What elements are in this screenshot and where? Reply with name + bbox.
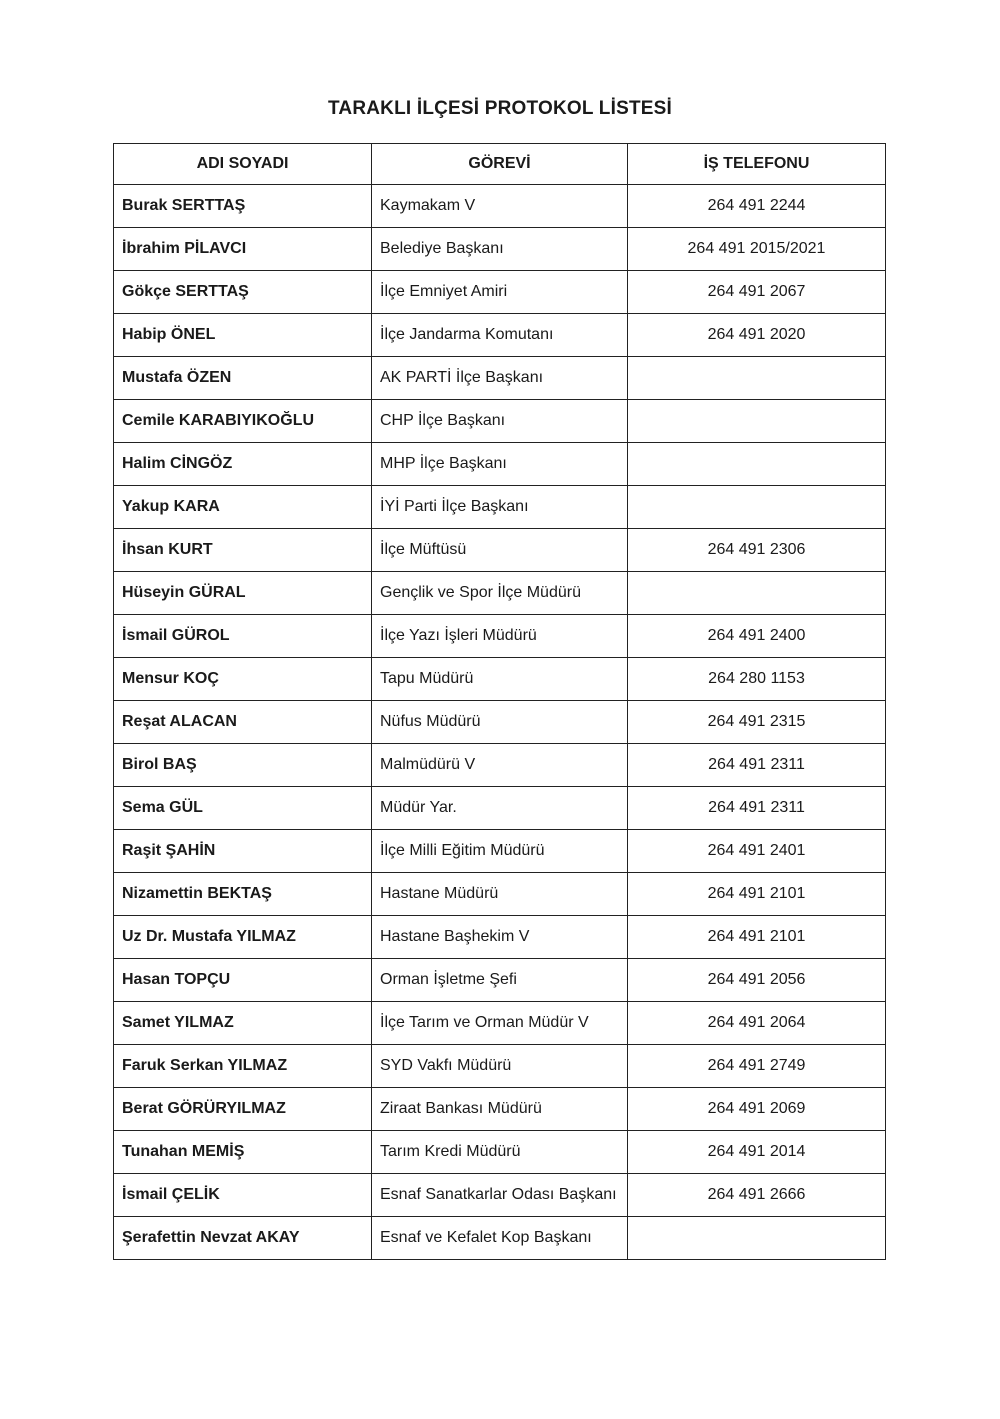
phone-cell: 264 491 2067 [628, 271, 886, 314]
phone-cell: 264 491 2014 [628, 1131, 886, 1174]
phone-cell: 264 491 2311 [628, 787, 886, 830]
phone-cell: 264 280 1153 [628, 658, 886, 701]
person-name-cell: Habip ÖNEL [114, 314, 372, 357]
table-row [114, 830, 886, 873]
table-row [114, 615, 886, 658]
table-row [114, 916, 886, 959]
person-name-cell: İsmail GÜROL [114, 615, 372, 658]
phone-cell: 264 491 2101 [628, 916, 886, 959]
table-row [114, 701, 886, 744]
phone-cell: 264 491 2400 [628, 615, 886, 658]
phone-cell: 264 491 2064 [628, 1002, 886, 1045]
role-cell: Esnaf Sanatkarlar Odası Başkanı [372, 1174, 628, 1217]
person-name-cell: Cemile KARABIYIKOĞLU [114, 400, 372, 443]
table-row [114, 1217, 886, 1260]
person-name-cell: Hasan TOPÇU [114, 959, 372, 1002]
table-row [114, 1088, 886, 1131]
role-cell: İYİ Parti İlçe Başkanı [372, 486, 628, 529]
role-cell: SYD Vakfı Müdürü [372, 1045, 628, 1088]
role-cell: Ziraat Bankası Müdürü [372, 1088, 628, 1131]
phone-cell [628, 486, 886, 529]
role-cell: İlçe Emniyet Amiri [372, 271, 628, 314]
person-name-cell: Nizamettin BEKTAŞ [114, 873, 372, 916]
table-row [114, 1131, 886, 1174]
table-row [114, 185, 886, 228]
column-header-name: ADI SOYADI [114, 144, 372, 185]
role-cell: Kaymakam V [372, 185, 628, 228]
phone-cell: 264 491 2020 [628, 314, 886, 357]
person-name-cell: Burak SERTTAŞ [114, 185, 372, 228]
table-row [114, 400, 886, 443]
person-name-cell: Halim CİNGÖZ [114, 443, 372, 486]
role-cell: CHP İlçe Başkanı [372, 400, 628, 443]
person-name-cell: Mustafa ÖZEN [114, 357, 372, 400]
role-cell: Orman İşletme Şefi [372, 959, 628, 1002]
person-name-cell: Şerafettin Nevzat AKAY [114, 1217, 372, 1260]
phone-cell: 264 491 2401 [628, 830, 886, 873]
table-row [114, 658, 886, 701]
phone-cell: 264 491 2101 [628, 873, 886, 916]
person-name-cell: İhsan KURT [114, 529, 372, 572]
role-cell: Tapu Müdürü [372, 658, 628, 701]
table-row [114, 529, 886, 572]
role-cell: İlçe Tarım ve Orman Müdür V [372, 1002, 628, 1045]
role-cell: Hastane Müdürü [372, 873, 628, 916]
person-name-cell: Reşat ALACAN [114, 701, 372, 744]
table-row [114, 1002, 886, 1045]
person-name-cell: Hüseyin GÜRAL [114, 572, 372, 615]
table-row [114, 486, 886, 529]
phone-cell [628, 1217, 886, 1260]
person-name-cell: Sema GÜL [114, 787, 372, 830]
phone-cell [628, 357, 886, 400]
table-row [114, 744, 886, 787]
phone-cell: 264 491 2056 [628, 959, 886, 1002]
table-row [114, 1045, 886, 1088]
page-title: TARAKLI İLÇESİ PROTOKOL LİSTESİ [328, 98, 672, 119]
role-cell: Esnaf ve Kefalet Kop Başkanı [372, 1217, 628, 1260]
role-cell: İlçe Milli Eğitim Müdürü [372, 830, 628, 873]
phone-cell [628, 400, 886, 443]
table-row [114, 357, 886, 400]
table-row [114, 1174, 886, 1217]
role-cell: Belediye Başkanı [372, 228, 628, 271]
role-cell: Müdür Yar. [372, 787, 628, 830]
phone-cell: 264 491 2311 [628, 744, 886, 787]
person-name-cell: Gökçe SERTTAŞ [114, 271, 372, 314]
person-name-cell: Yakup KARA [114, 486, 372, 529]
role-cell: Hastane Başhekim V [372, 916, 628, 959]
table-row [114, 873, 886, 916]
role-cell: MHP İlçe Başkanı [372, 443, 628, 486]
phone-cell: 264 491 2244 [628, 185, 886, 228]
person-name-cell: Faruk Serkan YILMAZ [114, 1045, 372, 1088]
table-row [114, 314, 886, 357]
role-cell: Tarım Kredi Müdürü [372, 1131, 628, 1174]
table-row [114, 443, 886, 486]
person-name-cell: Samet YILMAZ [114, 1002, 372, 1045]
person-name-cell: Tunahan MEMİŞ [114, 1131, 372, 1174]
person-name-cell: İsmail ÇELİK [114, 1174, 372, 1217]
person-name-cell: Uz Dr. Mustafa YILMAZ [114, 916, 372, 959]
table-header-row [114, 144, 886, 185]
role-cell: AK PARTİ İlçe Başkanı [372, 357, 628, 400]
role-cell: İlçe Jandarma Komutanı [372, 314, 628, 357]
role-cell: Gençlik ve Spor İlçe Müdürü [372, 572, 628, 615]
phone-cell: 264 491 2666 [628, 1174, 886, 1217]
phone-cell [628, 443, 886, 486]
role-cell: Nüfus Müdürü [372, 701, 628, 744]
phone-cell [628, 572, 886, 615]
person-name-cell: Berat GÖRÜRYILMAZ [114, 1088, 372, 1131]
table-row [114, 572, 886, 615]
phone-cell: 264 491 2749 [628, 1045, 886, 1088]
person-name-cell: Raşit ŞAHİN [114, 830, 372, 873]
phone-cell: 264 491 2015/2021 [628, 228, 886, 271]
table-row [114, 228, 886, 271]
table-row [114, 271, 886, 314]
phone-cell: 264 491 2306 [628, 529, 886, 572]
role-cell: İlçe Müftüsü [372, 529, 628, 572]
role-cell: İlçe Yazı İşleri Müdürü [372, 615, 628, 658]
table-row [114, 959, 886, 1002]
protocol-table [113, 143, 886, 1260]
person-name-cell: İbrahim PİLAVCI [114, 228, 372, 271]
table-row [114, 787, 886, 830]
person-name-cell: Mensur KOÇ [114, 658, 372, 701]
role-cell: Malmüdürü V [372, 744, 628, 787]
person-name-cell: Birol BAŞ [114, 744, 372, 787]
phone-cell: 264 491 2069 [628, 1088, 886, 1131]
column-header-role: GÖREVİ [372, 144, 628, 185]
column-header-phone: İŞ TELEFONU [628, 144, 886, 185]
phone-cell: 264 491 2315 [628, 701, 886, 744]
